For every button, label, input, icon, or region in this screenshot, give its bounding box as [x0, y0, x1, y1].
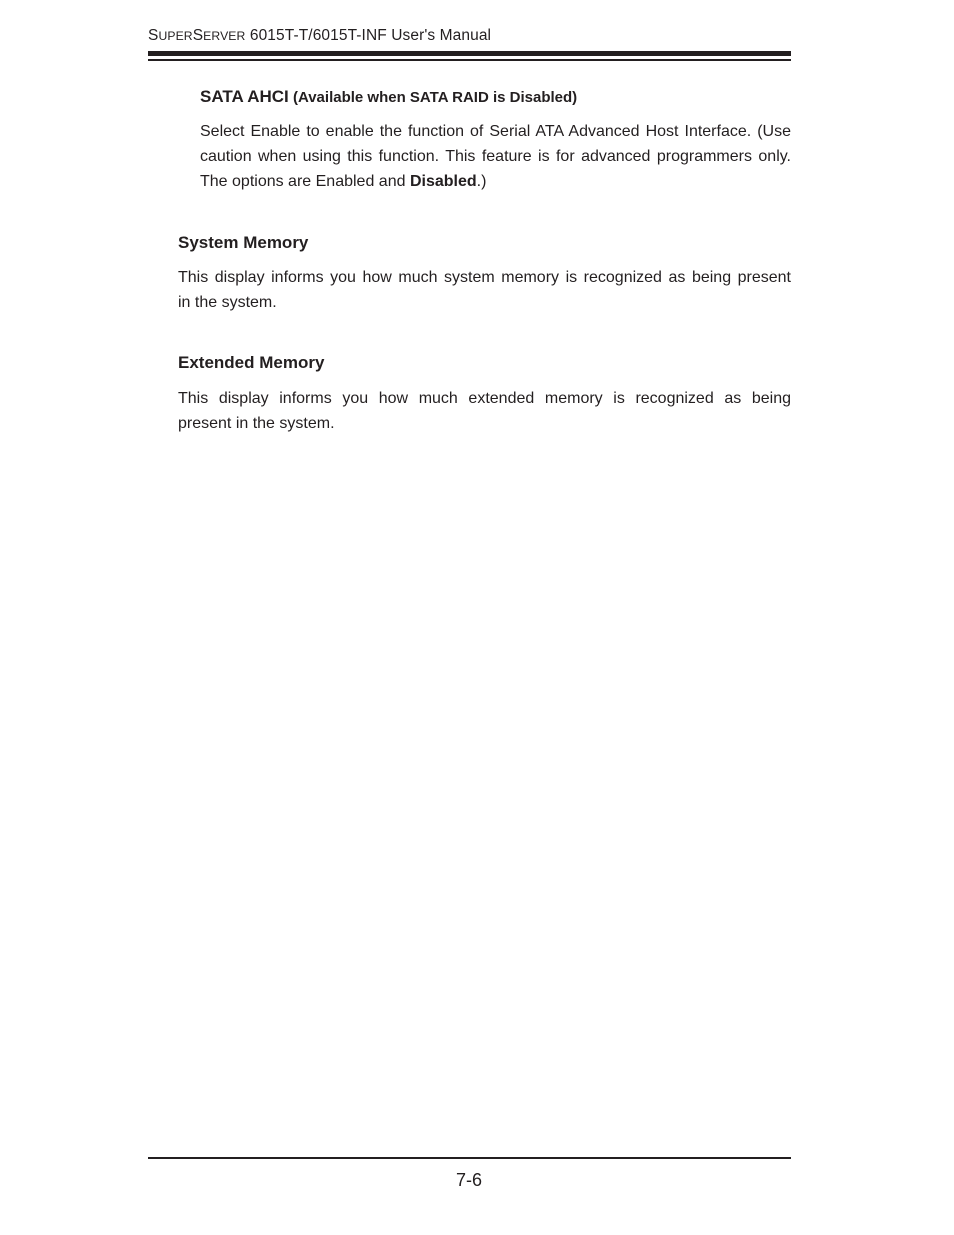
- header-title-s2: S: [192, 27, 204, 44]
- footer-rule: [148, 1157, 791, 1159]
- running-header-title: [148, 27, 491, 45]
- header-title-upper1: UPER: [158, 29, 193, 43]
- extended-memory-description: [178, 386, 791, 436]
- extended-memory-heading: Extended Memory: [178, 353, 325, 372]
- header-title-rest: 6015T-T/6015T-INF User's Manual: [245, 27, 492, 44]
- sata-ahci-line-2: caution when using this function. This feature is for advanced programmers only.: [200, 148, 791, 165]
- header-rule-thick: [148, 51, 791, 56]
- header-rule-thin: [148, 59, 791, 61]
- system-memory-description: [178, 265, 791, 315]
- extended-memory-line-2: present in the system.: [178, 415, 335, 432]
- extended-memory-line-1: This display informs you how much extended memory is recognized as being: [178, 390, 791, 407]
- sata-ahci-heading-main: SATA AHCI: [200, 87, 289, 106]
- header-title-upper2: ERVER: [203, 29, 246, 43]
- system-memory-line-2: in the system.: [178, 294, 277, 311]
- sata-ahci-line-1: Select Enable to enable the function of Serial ATA Advanced Host Interface. (Use: [200, 123, 791, 140]
- sata-ahci-default-option: Disabled: [409, 173, 477, 190]
- sata-ahci-line-3-tail: .): [476, 173, 487, 190]
- system-memory-line-1: This display informs you how much system memory is recognized as being present: [178, 269, 791, 286]
- sata-ahci-heading-sub: (Available when SATA RAID is Disabled): [288, 89, 578, 106]
- sata-ahci-line-3: [200, 169, 791, 194]
- system-memory-heading: System Memory: [178, 233, 309, 252]
- sata-ahci-description: [200, 119, 791, 194]
- sata-ahci-line-3-text: The options are Enabled and: [200, 173, 410, 190]
- sata-ahci-heading: [200, 87, 577, 107]
- header-title-s1: S: [148, 27, 159, 44]
- page-number: 7-6: [455, 1170, 482, 1190]
